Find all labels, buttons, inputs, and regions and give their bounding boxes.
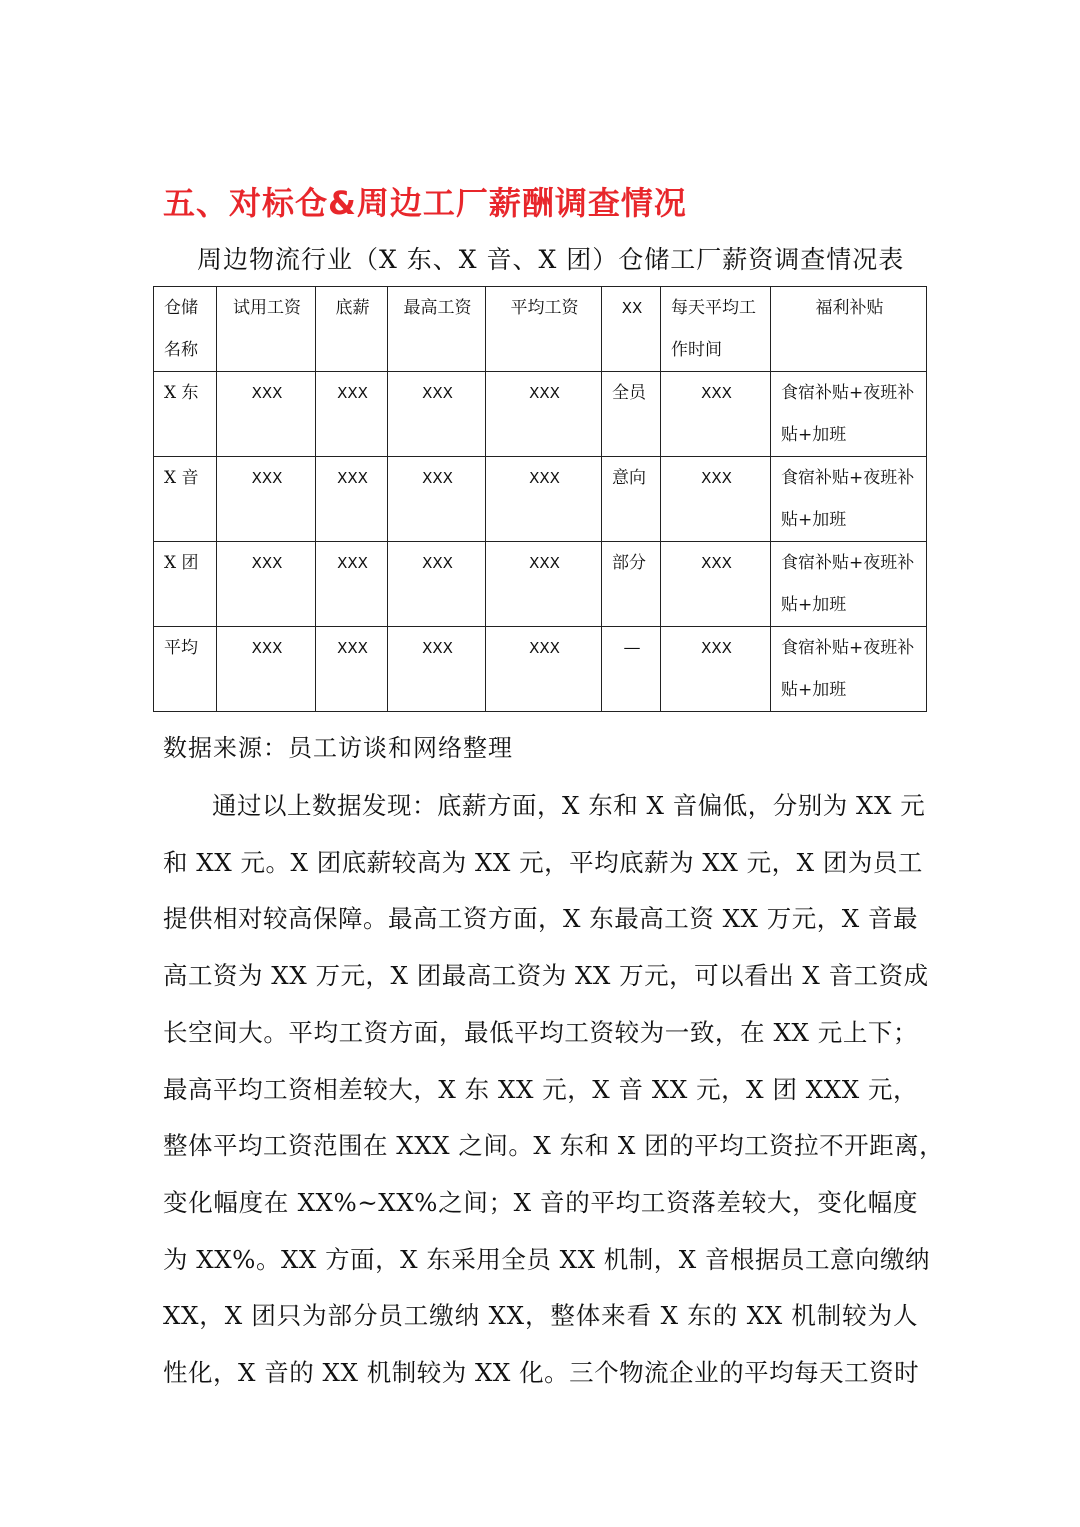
cell-name: X 音: [154, 457, 217, 542]
paragraph-line: 和 XX 元。X 团底薪较高为 XX 元，平均底薪为 XX 元，X 团为员工: [163, 847, 923, 877]
table-header-row: [154, 287, 927, 372]
cell-xx: 部分: [602, 542, 661, 627]
table-row: [154, 457, 927, 542]
cell-base-salary: XXX: [316, 627, 388, 712]
table-row: [154, 627, 927, 712]
cell-name: 平均: [154, 627, 217, 712]
header-average-salary: 平均工资: [486, 287, 602, 372]
table-row: [154, 542, 927, 627]
header-xx: XX: [602, 287, 661, 372]
paragraph-line: 提供相对较高保障。最高工资方面，X 东最高工资 XX 万元，X 音最: [163, 904, 918, 934]
cell-trial-salary: XXX: [217, 457, 316, 542]
cell-daily-hours: XXX: [661, 372, 771, 457]
header-base-salary: 底薪: [316, 287, 388, 372]
cell-daily-hours: XXX: [661, 457, 771, 542]
cell-daily-hours: XXX: [661, 542, 771, 627]
cell-average-salary: XXX: [486, 457, 602, 542]
header-daily-hours: 每天平均工作时间: [661, 287, 771, 372]
cell-max-salary: XXX: [388, 457, 486, 542]
cell-max-salary: XXX: [388, 542, 486, 627]
section-heading: 五、对标仓&周边工厂薪酬调查情况: [163, 184, 687, 222]
paragraph-line: 为 XX%。XX 方面，X 东采用全员 XX 机制，X 音根据员工意向缴纳: [163, 1244, 931, 1274]
paragraph-line: 性化，X 音的 XX 机制较为 XX 化。三个物流企业的平均每天工资时: [163, 1358, 920, 1388]
table-row: [154, 372, 927, 457]
cell-trial-salary: XXX: [217, 372, 316, 457]
paragraph-line: 高工资为 XX 万元，X 团最高工资为 XX 万元，可以看出 X 音工资成: [163, 961, 929, 991]
analysis-paragraph: [163, 778, 945, 1402]
cell-max-salary: XXX: [388, 627, 486, 712]
cell-average-salary: XXX: [486, 627, 602, 712]
header-trial-salary: 试用工资: [217, 287, 316, 372]
cell-daily-hours: XXX: [661, 627, 771, 712]
data-source-note: 数据来源：员工访谈和网络整理: [163, 734, 513, 762]
cell-max-salary: XXX: [388, 372, 486, 457]
cell-benefits: 食宿补贴+夜班补贴+加班: [771, 542, 927, 627]
paragraph-line: XX，X 团只为部分员工缴纳 XX，整体来看 X 东的 XX 机制较为人: [163, 1301, 918, 1331]
table-title: 周边物流行业（X 东、X 音、X 团）仓储工厂薪资调查情况表: [197, 245, 905, 274]
paragraph-line: 整体平均工资范围在 XXX 之间。X 东和 X 团的平均工资拉不开距离，: [163, 1131, 945, 1161]
cell-base-salary: XXX: [316, 542, 388, 627]
paragraph-line: 变化幅度在 XX%~XX%之间；X 音的平均工资落差较大，变化幅度: [163, 1187, 918, 1217]
paragraph-line: 通过以上数据发现：底薪方面，X 东和 X 音偏低，分别为 XX 元: [212, 791, 926, 820]
cell-trial-salary: XXX: [217, 627, 316, 712]
cell-base-salary: XXX: [316, 457, 388, 542]
cell-average-salary: XXX: [486, 542, 602, 627]
paragraph-line: 长空间大。平均工资方面，最低平均工资较为一致，在 XX 元上下；: [163, 1017, 918, 1047]
cell-benefits: 食宿补贴+夜班补贴+加班: [771, 457, 927, 542]
cell-benefits: 食宿补贴+夜班补贴+加班: [771, 627, 927, 712]
salary-survey-table: [153, 286, 927, 712]
cell-base-salary: XXX: [316, 372, 388, 457]
cell-trial-salary: XXX: [217, 542, 316, 627]
cell-name: X 团: [154, 542, 217, 627]
header-benefits: 福利补贴: [771, 287, 927, 372]
cell-xx: —: [602, 627, 661, 712]
paragraph-line: 最高平均工资相差较大，X 东 XX 元，X 音 XX 元，X 团 XXX 元，: [163, 1074, 918, 1104]
cell-name: X 东: [154, 372, 217, 457]
cell-average-salary: XXX: [486, 372, 602, 457]
cell-benefits: 食宿补贴+夜班补贴+加班: [771, 372, 927, 457]
header-warehouse-name: 仓储名称: [154, 287, 217, 372]
header-max-salary: 最高工资: [388, 287, 486, 372]
cell-xx: 意向: [602, 457, 661, 542]
cell-xx: 全员: [602, 372, 661, 457]
